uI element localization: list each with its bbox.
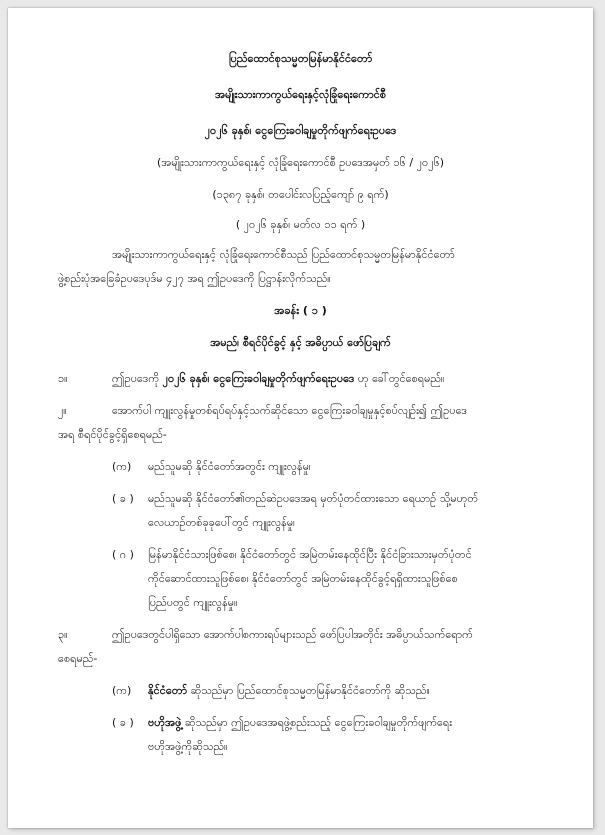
section-1-post: ဟု ခေါ်တွင်စေရမည်။ (354, 372, 445, 385)
subtitle-myanmar-date: (၁၃၈၇ ခုနှစ်၊ တပေါင်းလပြည့်ကျော် ၉ ရက်) (212, 188, 389, 201)
section-3b-line-1 (148, 716, 452, 730)
section-3b-line-2: ဗဟိုအဖွဲ့ကိုဆိုသည်။ (148, 740, 228, 753)
section-3a-line-1 (148, 684, 430, 698)
section-2-line-2: အရ စီရင်ပိုင်ခွင့်ရှိစေရမည်- (58, 428, 167, 441)
section-1-pre: ဤဥပဒေကို (112, 372, 163, 385)
definition-state: ဆိုသည်မှာ ပြည်ထောင်စုသမ္မတမြန်မာနိုင်ငံတော်ကို ဆိုသည်။ (187, 684, 430, 697)
definition-central-body: ဆိုသည်မှာ ဤဥပဒေအရဖွဲ့စည်းသည့် ငွေကြေးခဝါချမှုတိုက်ဖျက်ရေး (181, 716, 453, 729)
title-council: အမျိုးသားကာကွယ်ရေးနှင့်လုံခြုံရေးကောင်စီ (214, 88, 386, 101)
section-2a-label: (က) (112, 460, 132, 473)
section-2b-line-1: မည်သူမဆို နိုင်ငံတော်၏တည်ဆဲဥပဒေအရ မှတ်ပုံတင်ထားသော ရေယာဉ် သို့မဟုတ် (148, 492, 479, 505)
section-2-number: ၂။ (58, 404, 67, 417)
section-3-line-1: ဤဥပဒေတွင်ပါရှိသော အောက်ပါစကားရပ်များသည် ဖော်ပြပါအတိုင်း အဓိပ္ပာယ်သက်ရောက် (112, 628, 473, 641)
subtitle-law-number: (အမျိုးသားကာကွယ်ရေးနှင့် လုံခြုံရေးကောင်စီ ဥပဒေအမှတ် ၁၆ / ၂၀၂၆) (156, 156, 445, 169)
section-1-text (112, 372, 444, 386)
title-law: ၂၀၂၆ ခုနှစ်၊ ငွေကြေးခဝါချမှုတိုက်ဖျက်ရေးဥပဒေ (204, 124, 397, 137)
section-2c-line-1: မြန်မာနိုင်ငံသားဖြစ်စေ၊ နိုင်ငံတော်တွင် အမြဲတမ်းနေထိုင်ပြီး နိုင်ငံခြားသားမှတ်ပုံတင် (148, 548, 472, 561)
section-3a-label: (က) (112, 684, 132, 697)
title-state: ပြည်ထောင်စုသမ္မတမြန်မာနိုင်ငံတော် (228, 52, 373, 65)
section-2b-line-2: လေယာဉ်တစ်ခုခုပေါ်တွင် ကျူးလွန်မှု၊ (148, 516, 295, 529)
term-state: နိုင်ငံတော် (148, 684, 188, 697)
chapter-label: အခန်း ( ၁ ) (274, 304, 327, 317)
section-2b-label: ( ခ ) (112, 492, 134, 505)
chapter-title: အမည်၊ စီရင်ပိုင်ခွင့် နှင့် အဓိပ္ပာယ် ဖော်ပြချက် (210, 336, 391, 349)
section-2c-label: ( ဂ ) (112, 548, 134, 561)
subtitle-date: ( ၂၀၂၆ ခုနှစ်၊ မတ်လ ၁၁ ရက် ) (235, 218, 366, 231)
section-2c-line-3: ပြည်ပတွင် ကျူးလွန်မှု။ (148, 596, 238, 609)
section-1-number: ၁။ (58, 372, 68, 385)
section-2-line-1: အောက်ပါ ကျူးလွန်မှုတစ်ရပ်ရပ်နှင့်သက်ဆိုင်သော ငွေကြေးခဝါချမှုနှင့်စပ်လျဉ်း၍ ဤဥပဒေ (112, 404, 467, 417)
preamble-line-1: အမျိုးသားကာကွယ်ရေးနှင့် လုံခြုံရေးကောင်စီသည် ပြည်ထောင်စုသမ္မတမြန်မာနိုင်ငံတော် (112, 248, 455, 261)
section-2c-line-2: ကိုင်ဆောင်ထားသူဖြစ်စေ၊ နိုင်ငံတော်တွင် အမြဲတမ်းနေထိုင်ခွင့်ရရှိထားသူဖြစ်စေ (148, 572, 458, 585)
section-3-number: ၃။ (58, 628, 68, 641)
section-3-line-2: စေရမည်- (58, 652, 98, 665)
section-3b-label: ( ခ ) (112, 716, 134, 729)
section-1-law-name: ၂၀၂၆ ခုနှစ်၊ ငွေကြေးခဝါချမှုတိုက်ဖျက်ရေးဥပဒေ (162, 372, 355, 385)
preamble-line-2: ဖွဲ့စည်းပုံအခြေခံဥပဒေပုဒ်မ ၄၂၇ အရ ဤဥပဒေကို ပြဋ္ဌာန်းလိုက်သည်။ (58, 272, 331, 285)
section-2a-line-1: မည်သူမဆို နိုင်ငံတော်အတွင်း ကျူးလွန်မှု၊ (148, 460, 311, 473)
term-central-body: ဗဟိုအဖွဲ့ (148, 716, 182, 729)
document-page (8, 8, 593, 828)
